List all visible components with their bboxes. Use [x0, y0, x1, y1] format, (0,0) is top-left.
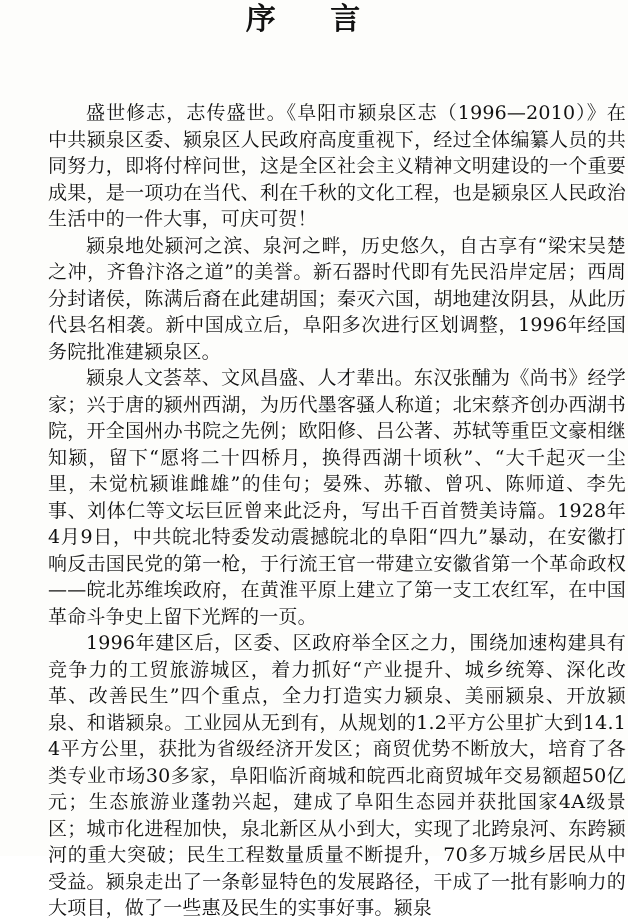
- paragraph-4: 1996年建区后，区委、区政府举全区之力，围绕加速构建具有竞争力的工贸旅游城区，着力抓好“产业提升、城乡统筹、深化改革、改善民生”四个重点，全力打造实力颍泉、美丽颍泉、开放颍泉、和谐颍泉。工业园从无到有，从规划的1.2平方公里扩大到14.14平方公里，获批为省级经济开发区；商贸优势不断放大，培育了各类专业市场30多家，阜阳临沂商城和皖西北商贸城年交易额超50亿元；生态旅游业蓬勃兴起，建成了阜阳生态园并获批国家4A级景区；城市化进程加快，泉北新区从小到大，实现了北跨泉河、东跨颍河的重大突破；民生工程数量质量不断提升，70多万城乡居民从中受益。颍泉走出了一条彰显特色的发展路径，干成了一批有影响力的大项目，做了一些惠及民生的实事好事。颍泉: [48, 632, 626, 919]
- page-title: 序 言: [245, 2, 383, 37]
- paragraph-1: 盛世修志，志传盛世。《阜阳市颍泉区志（1996—2010）》在中共颍泉区委、颍泉区人民政府高度重视下，经过全体编纂人员的共同努力，即将付梓问世，这是全区社会主义精神文明建设的一个重要成果，是一项功在当代、利在千秋的文化工程，也是颍泉区人民政治生活中的一件大事，可庆可贺！: [48, 102, 626, 230]
- document-body: [48, 100, 626, 922]
- paragraph-3: 颍泉人文荟萃、文风昌盛、人才辈出。东汉张酺为《尚书》经学家；兴于唐的颍州西湖，为历代墨客骚人称道；北宋蔡齐创办西湖书院，开全国州办书院之先例；欧阳修、吕公著、苏轼等重臣文豪相继知颍，留下“愿将二十四桥月，换得西湖十顷秋”、“大千起灭一尘里，未觉杭颍谁雌雄”的佳句；晏殊、苏辙、曾巩、陈师道、李先事、刘体仁等文坛巨匠曾来此泛舟，写出千百首赞美诗篇。1928年4月9日，中共皖北特委发动震撼皖北的阜阳“四九”暴动，在安徽打响反击国民党的第一枪，于行流王官一带建立安徽省第一个革命政权——皖北苏维埃政府，在黄淮平原上建立了第一支工农红军，在中国革命斗争史上留下光辉的一页。: [48, 367, 626, 628]
- paragraph-2: 颍泉地处颍河之滨、泉河之畔，历史悠久，自古享有“梁宋吴楚之冲，齐鲁汴洛之道”的美誉。新石器时代即有先民沿岸定居；西周分封诸侯，陈满后裔在此建胡国；秦灭六国，胡地建汝阴县，从此历代县名相袭。新中国成立后，阜阳多次进行区划调整，1996年经国务院批准建颍泉区。: [48, 234, 626, 363]
